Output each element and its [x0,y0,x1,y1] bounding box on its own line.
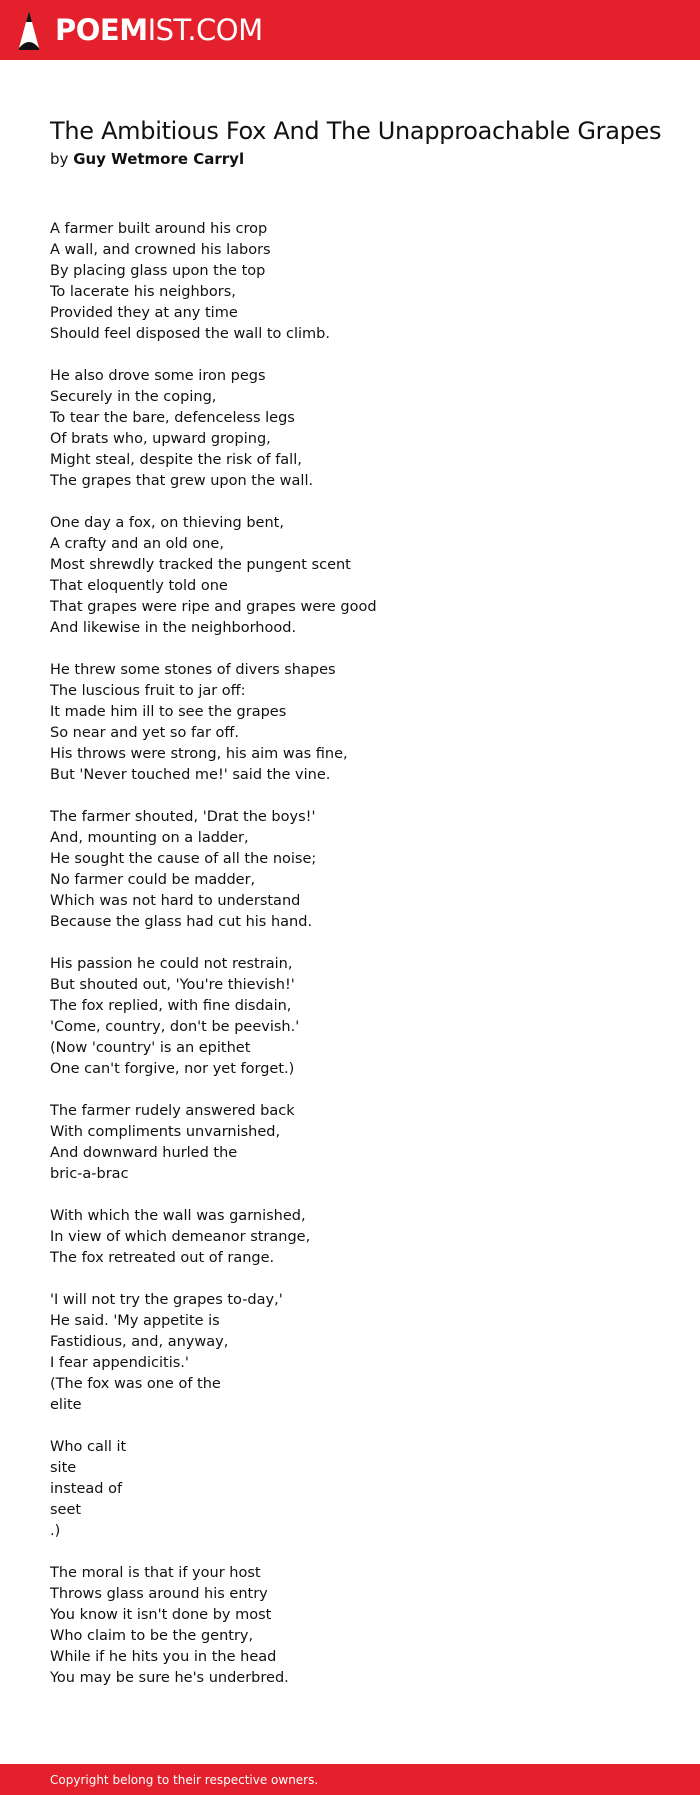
copyright-text: Copyright belong to their respective owners. [50,1773,319,1787]
poem-line: But 'Never touched me!' said the vine. [50,767,331,783]
poem-line: The farmer shouted, 'Drat the boys!' [50,809,316,825]
footer-bar [0,1764,700,1795]
poem-line: Provided they at any time [50,305,238,321]
poem-line: The grapes that grew upon the wall. [50,473,314,489]
poem-line: That eloquently told one [50,578,228,594]
poem-line: A crafty and an old one, [50,536,224,552]
poem-line: Throws glass around his entry [50,1586,268,1602]
by-label: by [50,150,69,168]
poem-line: The fox replied, with fine disdain, [50,998,292,1014]
poem-line: And downward hurled the [50,1145,238,1161]
poem-line: It made him ill to see the grapes [50,704,287,720]
poem-line: You know it isn't done by most [50,1607,272,1623]
poem-line: The farmer rudely answered back [50,1103,295,1119]
poem-line: He threw some stones of divers shapes [50,662,336,678]
poem-stanza [50,807,377,933]
poem-line: Might steal, despite the risk of fall, [50,452,302,468]
poem-line: He sought the cause of all the noise; [50,851,317,867]
poem-line: That grapes were ripe and grapes were good [50,599,377,615]
poem-line: With which the wall was garnished, [50,1208,306,1224]
poem-stanza [50,1437,377,1542]
poem-line: One day a fox, on thieving bent, [50,515,284,531]
poem-line: (Now 'country' is an epithet [50,1040,251,1056]
poem-line: seet [50,1502,82,1518]
poem-line: Fastidious, and, anyway, [50,1334,229,1350]
poem-stanza [50,1206,377,1269]
poem-stanza [50,954,377,1080]
poem-line: Because the glass had cut his hand. [50,914,313,930]
poem-line: I fear appendicitis.' [50,1355,189,1371]
poem-stanza [50,219,377,345]
poem-line: bric-a-brac [50,1166,129,1182]
poem-line: instead of [50,1481,123,1497]
poem-line: But shouted out, 'You're thievish!' [50,977,295,993]
poem-line: Who call it [50,1439,127,1455]
site-logo[interactable] [17,10,263,50]
site-logo-text [55,10,263,50]
poem-line: With compliments unvarnished, [50,1124,281,1140]
poem-line: Who claim to be the gentry, [50,1628,254,1644]
logo-bold-text: POEM [55,13,148,47]
logo-light-text: IST.COM [147,13,263,47]
poem-line: His throws were strong, his aim was fine, [50,746,348,762]
poem-line: Should feel disposed the wall to climb. [50,326,330,342]
pencil-tip-icon [17,10,41,50]
poem-line: The luscious fruit to jar off: [50,683,246,699]
poem-stanza [50,513,377,639]
poem-line: (The fox was one of the [50,1376,221,1392]
poem-line: You may be sure he's underbred. [50,1670,289,1686]
poem-stanza [50,1563,377,1689]
poem-line: No farmer could be madder, [50,872,256,888]
poem-line: To tear the bare, defenceless legs [50,410,295,426]
header-bar [0,0,700,60]
poem-line: site [50,1460,77,1476]
poem-line: He said. 'My appetite is [50,1313,220,1329]
poem-line: Of brats who, upward groping, [50,431,271,447]
poem-line: And, mounting on a ladder, [50,830,249,846]
poem-line: The fox retreated out of range. [50,1250,275,1266]
poem-line: The moral is that if your host [50,1565,261,1581]
poem-stanza [50,1101,377,1185]
poem-stanza [50,366,377,492]
poem-line: And likewise in the neighborhood. [50,620,297,636]
poem-line: Most shrewdly tracked the pungent scent [50,557,351,573]
poem-stanza [50,1290,377,1416]
poem-title: The Ambitious Fox And The Unapproachable Grapes [50,117,662,145]
poem-line: One can't forgive, nor yet forget.) [50,1061,295,1077]
byline [50,147,244,171]
poem-body [50,219,377,1710]
poem-line: By placing glass upon the top [50,263,266,279]
poem-line: .) [50,1523,61,1539]
poem-line: To lacerate his neighbors, [50,284,236,300]
poem-line: Securely in the coping, [50,389,217,405]
poem-line: A farmer built around his crop [50,221,268,237]
poem-line: His passion he could not restrain, [50,956,293,972]
poem-line: Which was not hard to understand [50,893,301,909]
poem-line: A wall, and crowned his labors [50,242,271,258]
poem-line: He also drove some iron pegs [50,368,266,384]
poem-line: While if he hits you in the head [50,1649,277,1665]
poem-stanza [50,660,377,786]
poem-line: 'I will not try the grapes to-day,' [50,1292,283,1308]
author-name: Guy Wetmore Carryl [73,150,245,168]
poem-line: elite [50,1397,82,1413]
poem-line: 'Come, country, don't be peevish.' [50,1019,300,1035]
poem-line: So near and yet so far off. [50,725,240,741]
poem-line: In view of which demeanor strange, [50,1229,311,1245]
